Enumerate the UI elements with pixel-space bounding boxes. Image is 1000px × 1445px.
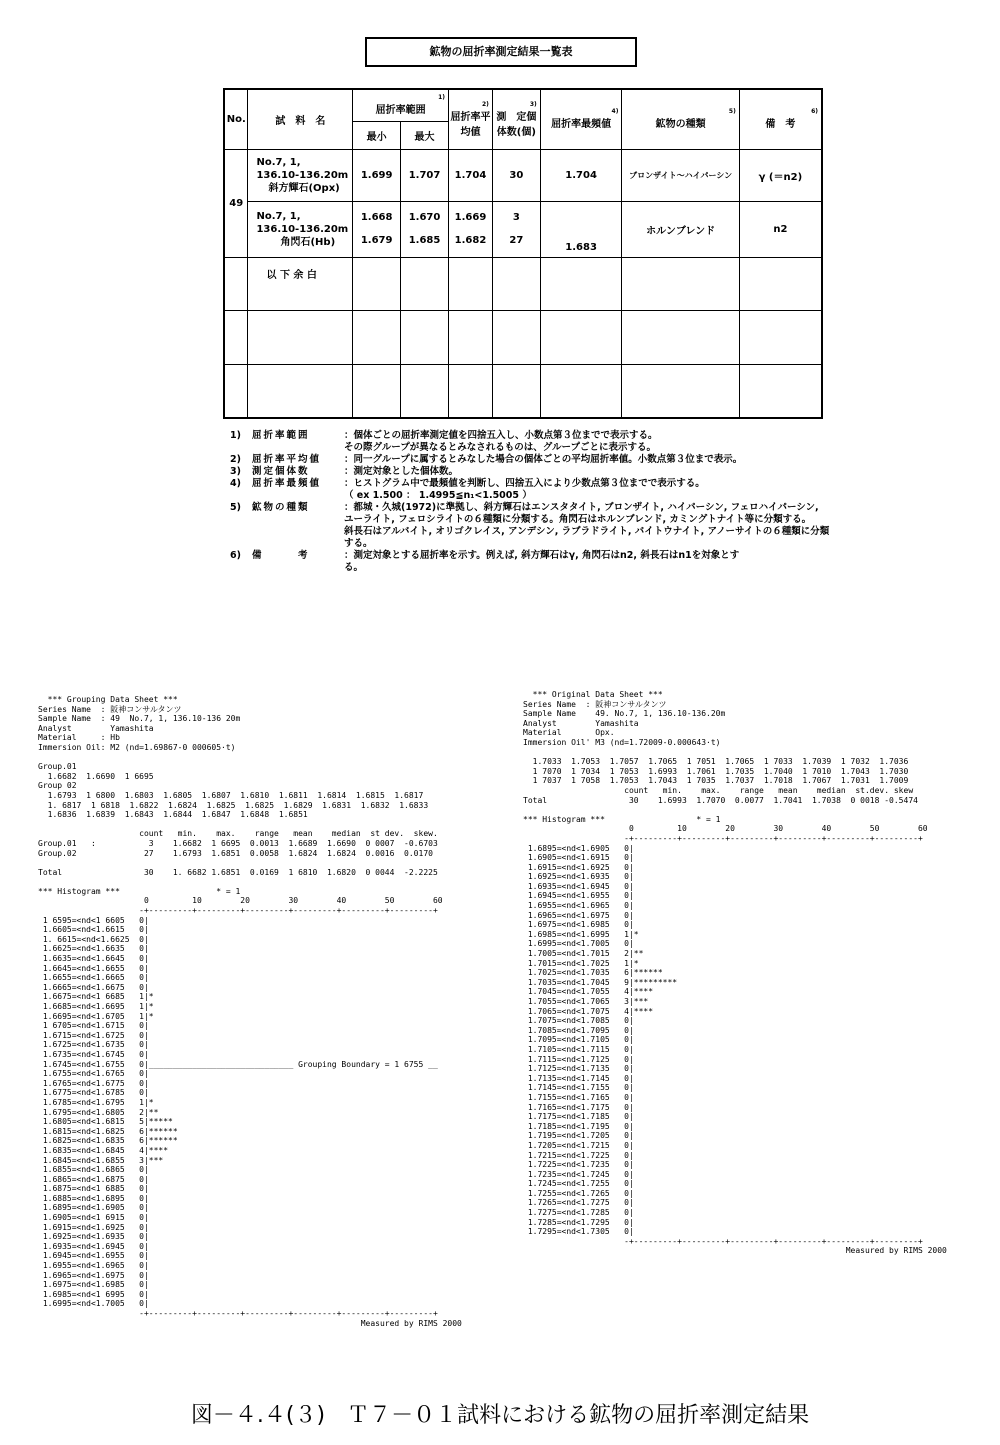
note-text: ：測定対象とした個体数。 xyxy=(344,466,459,477)
figure-caption: 図－４.４(３) Ｔ７－０１試料における鉱物の屈折率測定結果 xyxy=(190,1403,810,1428)
header-mode-sup: 4) xyxy=(611,108,619,116)
hb-max-1: 1.670 xyxy=(408,212,441,223)
hb-min-2: 1.679 xyxy=(360,235,393,246)
header-mean-sup: 2) xyxy=(482,100,489,108)
header-count xyxy=(492,89,540,149)
note-4 xyxy=(230,478,830,502)
hb-remark: n2 xyxy=(739,201,822,257)
blank-cell xyxy=(401,257,449,310)
blank-cell xyxy=(224,364,248,418)
notes xyxy=(230,430,830,574)
blank-cell xyxy=(540,310,622,364)
header-remark xyxy=(739,89,822,149)
note-no: 3) xyxy=(230,466,241,477)
blank-cell xyxy=(739,364,822,418)
note-3 xyxy=(230,466,830,478)
header-max: 最大 xyxy=(401,121,449,149)
hb-count-1: 3 xyxy=(512,212,520,223)
opx-min: 1.699 xyxy=(353,149,401,201)
blank-cell xyxy=(353,310,401,364)
sample-opx-l2: 136.10-136.20m xyxy=(256,169,349,181)
blank-cell xyxy=(353,257,401,310)
note-key: 測定個体数 xyxy=(252,466,310,477)
note-no: 4) xyxy=(230,478,241,489)
note-text: ：個体ごとの屈折率測定値を四捨五入し、小数点第３位までで表示する。 その際グループが異なるとみなされるものは、グループごとに表示する。 xyxy=(344,430,658,453)
header-count-label: 測 定個体数(個) xyxy=(496,111,537,138)
opx-max: 1.707 xyxy=(401,149,449,201)
note-key: 備 考 xyxy=(252,550,310,561)
hb-mineral: ホルンブレンド xyxy=(622,201,739,257)
header-mineral xyxy=(622,89,739,149)
note-key: 鉱物の種類 xyxy=(252,502,310,513)
note-2 xyxy=(230,454,830,466)
sample-hb-l3: 角閃石(Hb) xyxy=(280,236,336,248)
header-mean-label: 屈折率平均値 xyxy=(450,111,491,138)
opx-count: 30 xyxy=(492,149,540,201)
blank-cell xyxy=(449,310,493,364)
hb-mean xyxy=(449,201,493,257)
header-remark-sup: 6) xyxy=(811,108,818,116)
header-count-sup: 3) xyxy=(529,100,537,108)
opx-remark: γ (＝n2) xyxy=(739,149,822,201)
note-key: 屈折率平均値 xyxy=(252,454,322,465)
header-range xyxy=(353,89,449,121)
row-no: 49 xyxy=(224,149,248,257)
note-text: ：都城・久城(1972)に準拠し、斜方輝石はエンスタタイト, ブロンザイト, ハイパーシン, フェロハイパーシン, ユーライト, フェロシライトの６種類に分類する。角閃石はホルンブレンド, カミングトナイト等に分類する。 斜長石はアルバイト, オリゴクレイス, アンデシン, ラブラドライト, バイトウナイト, アノーサイトの６種類に分類 する。 xyxy=(344,502,830,549)
header-no: No. xyxy=(224,89,248,149)
hb-min xyxy=(353,201,401,257)
blank-cell xyxy=(622,310,739,364)
note-no: 6) xyxy=(230,550,241,561)
table-title: 鉱物の屈折率測定結果一覧表 xyxy=(365,37,637,67)
note-key: 屈折率最頻値 xyxy=(252,478,322,489)
opx-mean: 1.704 xyxy=(449,149,493,201)
hb-mean-2: 1.682 xyxy=(454,235,487,246)
sample-hb-l2: 136.10-136.20m xyxy=(256,223,349,235)
blank-cell xyxy=(622,257,739,310)
sample-opx-l1: No.7, 1, xyxy=(256,156,301,168)
blank-no xyxy=(224,257,248,310)
original-data-sheet: *** Original Data Sheet *** Series Name : 阪神コンサルタンツ Sample Name 49. No.7, 1, 136.10-136.20m Analyst Yamashita Material Opx. Immersion Oil' M3 (nd=1.72009-0.000643·t) 1.7033 1.7053 1.7057 1.7065 1 7051 1.7065 1 7033 1.7039 1 7032 1.7036 1 7070 1 7034 1 7053 1.6993 1.7061 1.7035 1.7040 1 7010 1.7043 1.7030 1 7037 1 7058 1.7053 1.7043 1 7035 1.7037 1.7018 1.7067 1.7031 1.7009 count min. max. range mean median st.dev. skew Total 30 1.6993 1.7070 0.0077 1.7041 1.7038 0 0018 -0.5474 *** Histogram *** * = 1 0 10 20 30 40 50 60 -+---------+---------+---------+---------+---------+---------+ 1.6895=<nd<1.6905 0| 1.6905=<nd<1.6915 0| 1.6915=<nd<1.6925 0| 1.6925=<nd<1.6935 0| 1.6935=<nd<1.6945 0| 1.6945=<nd<1.6955 0| 1.6955=<nd<1.6965 0| 1.6965=<nd<1.6975 0| 1.6975=<nd<1.6985 0| 1.6985=<nd<1.6995 1|* 1.6995=<nd<1.7005 0| 1.7005=<nd<1.7015 2|** 1.7015=<nd<1.7025 1|* 1.7025=<nd<1.7035 6|****** 1.7035=<nd<1.7045 9|********* 1.7045=<nd<1.7055 4|**** 1.7055=<nd<1.7065 3|*** 1.7065=<nd<1.7075 4|**** 1.7075=<nd<1.7085 0| 1.7085=<nd<1.7095 0| 1.7095=<nd<1.7105 0| 1.7105=<nd<1.7115 0| 1.7115=<nd<1.7125 0| 1.7125=<nd<1.7135 0| 1.7135=<nd<1.7145 0| 1.7145=<nd<1.7155 0| 1.7155=<nd<1.7165 0| 1.7165=<nd<1.7175 0| 1.7175=<nd<1.7185 0| 1.7185=<nd<1.7195 0| 1.7195=<nd<1.7205 0| 1.7205=<nd<1.7215 0| 1.7215=<nd<1.7225 0| 1.7225=<nd<1.7235 0| 1.7235=<nd<1.7245 0| 1.7245=<nd<1.7255 0| 1.7255=<nd<1.7265 0| 1.7265=<nd<1.7275 0| 1.7275=<nd<1.7285 0| 1.7285=<nd<1.7295 0| 1.7295=<nd<1.7305 0| -+---------+---------+---------+---------+---------+---------+ Measured by RIMS 2000 xyxy=(523,690,947,1256)
blank-cell xyxy=(540,257,622,310)
blank-cell xyxy=(622,364,739,418)
blank-cell xyxy=(248,310,353,364)
blank-cell xyxy=(739,257,822,310)
blank-cell xyxy=(540,364,622,418)
header-sample: 試 料 名 xyxy=(248,89,353,149)
blank-cell xyxy=(449,364,493,418)
blank-cell xyxy=(492,310,540,364)
header-mineral-sup: 5) xyxy=(728,108,736,116)
hb-max-2: 1.685 xyxy=(408,235,441,246)
blank-cell xyxy=(248,364,353,418)
note-6 xyxy=(230,550,830,574)
note-text: ：測定対象とする屈折率を示す。例えば, 斜方輝石はγ, 角閃石はn2, 斜長石はn1を対象とす る。 xyxy=(344,550,740,573)
blank-cell xyxy=(449,257,493,310)
note-text: ：同一グループに属するとみなした場合の個体ごとの平均屈折率値。小数点第３位まで表示。 xyxy=(344,454,743,465)
blank-cell xyxy=(492,364,540,418)
note-no: 2) xyxy=(230,454,241,465)
blank-cell xyxy=(401,310,449,364)
sample-opx xyxy=(248,149,353,201)
note-1 xyxy=(230,430,830,454)
blank-cell xyxy=(353,364,401,418)
sample-hb-l1: No.7, 1, xyxy=(256,210,301,222)
note-no: 1) xyxy=(230,430,241,441)
grouping-data-sheet: *** Grouping Data Sheet *** Series Name : 阪神コンサルタンツ Sample Name : 49 No.7, 1, 136.10-136 20m Analyst Yamashita Material : Hb Immersion Oil: M2 (nd=1.69867-0 000605·t) Group.01 1.6682 1.6690 1 6695 Group 02 1.6793 1 6800 1.6803 1.6805 1.6807 1.6810 1.6811 1.6814 1.6815 1.6817 1. 6817 1 6818 1.6822 1.6824 1.6825 1.6825 1.6829 1.6831 1.6832 1.6833 1.6836 1.6839 1.6843 1.6844 1.6847 1.6848 1.6851 count min. max. range mean median st dev. skew. Group.01 : 3 1.6682 1 6695 0.0013 1.6689 1.6690 0 0007 -0.6703 Group.02 27 1.6793 1.6851 0.0058 1.6824 1.6824 0.0016 0.0170 Total 30 1. 6682 1.6851 0.0169 1 6810 1.6820 0 0044 -2.2225 *** Histogram *** * = 1 0 10 20 30 40 50 60 -+---------+---------+---------+---------+---------+---------+ 1 6595=<nd<1 6605 0| 1.6605=<nd<1.6615 0| 1. 6615=<nd<1.6625 0| 1.6625=<nd<1.6635 0| 1.6635=<nd<1.6645 0| 1.6645=<nd<1.6655 0| 1.6655=<nd<1.6665 0| 1.6665=<nd<1.6675 0| 1.6675=<nd<1 6685 1|* 1.6685=<nd<1.6695 1|* 1.6695=<nd<1.6705 1|* 1 6705=<nd<1.6715 0| 1.6715=<nd<1.6725 0| 1.6725=<nd<1.6735 0| 1.6735=<nd<1.6745 0| 1.6745=<nd<1.6755 0|______________________________ Grouping Boundary = 1 6755 __ 1.6755=<nd<1.6765 0| 1.6765=<nd<1.6775 0| 1.6775=<nd<1.6785 0| 1.6785=<nd<1.6795 1|* 1.6795=<nd<1.6805 2|** 1.6805=<nd<1.6815 5|***** 1.6815=<nd<1.6825 6|****** 1.6825=<nd<1.6835 6|****** 1.6835=<nd<1.6845 4|**** 1.6845=<nd<1.6855 3|*** 1.6855=<nd<1.6865 0| 1.6865=<nd<1.6875 0| 1.6875=<nd<1 6885 0| 1.6885=<nd<1.6895 0| 1.6895=<nd<1.6905 0| 1.6905=<nd<1 6915 0| 1.6915=<nd<1.6925 0| 1.6925=<nd<1.6935 0| 1.6935=<nd<1.6945 0| 1.6945=<nd<1.6955 0| 1.6955=<nd<1.6965 0| 1.6965=<nd<1.6975 0| 1.6975=<nd<1.6985 0| 1.6985=<nd<1 6995 0| 1.6995=<nd<1.7005 0| -+---------+---------+---------+---------+---------+---------+ Measured by RIMS 2000 xyxy=(38,695,462,1328)
note-text: ：ヒストグラム中で最頻値を判断し、四捨五入により少数点第３位までで表示する。 （ ex 1.500 ： 1.4995≦n₁<1.5005 ） xyxy=(344,478,705,501)
hb-mode: 1.683 xyxy=(540,201,622,257)
blank-cell xyxy=(224,310,248,364)
blank-cell xyxy=(401,364,449,418)
opx-mode: 1.704 xyxy=(540,149,622,201)
note-key: 屈折率範囲 xyxy=(252,430,310,441)
blank-cell xyxy=(739,310,822,364)
blank-label: 以 下 余 白 xyxy=(248,257,353,310)
hb-min-1: 1.668 xyxy=(360,212,393,223)
header-range-sup: 1) xyxy=(438,94,445,102)
header-range-label: 屈折率範囲 xyxy=(375,105,426,117)
hb-max xyxy=(401,201,449,257)
header-mineral-label: 鉱物の種類 xyxy=(655,119,706,131)
opx-mineral: ブロンザイト～ハイパーシン xyxy=(622,149,739,201)
hb-count xyxy=(492,201,540,257)
header-mode-label: 屈折率最頻値 xyxy=(551,119,612,131)
sample-opx-l3: 斜方輝石(Opx) xyxy=(268,182,340,194)
summary-table xyxy=(223,88,823,419)
note-5 xyxy=(230,502,830,550)
header-min: 最小 xyxy=(353,121,401,149)
header-mode xyxy=(540,89,622,149)
hb-mean-1: 1.669 xyxy=(454,212,487,223)
blank-cell xyxy=(492,257,540,310)
header-mean xyxy=(449,89,493,149)
header-remark-label: 備 考 xyxy=(765,119,796,131)
hb-count-2: 27 xyxy=(509,235,524,246)
note-no: 5) xyxy=(230,502,241,513)
sample-hb xyxy=(248,201,353,257)
